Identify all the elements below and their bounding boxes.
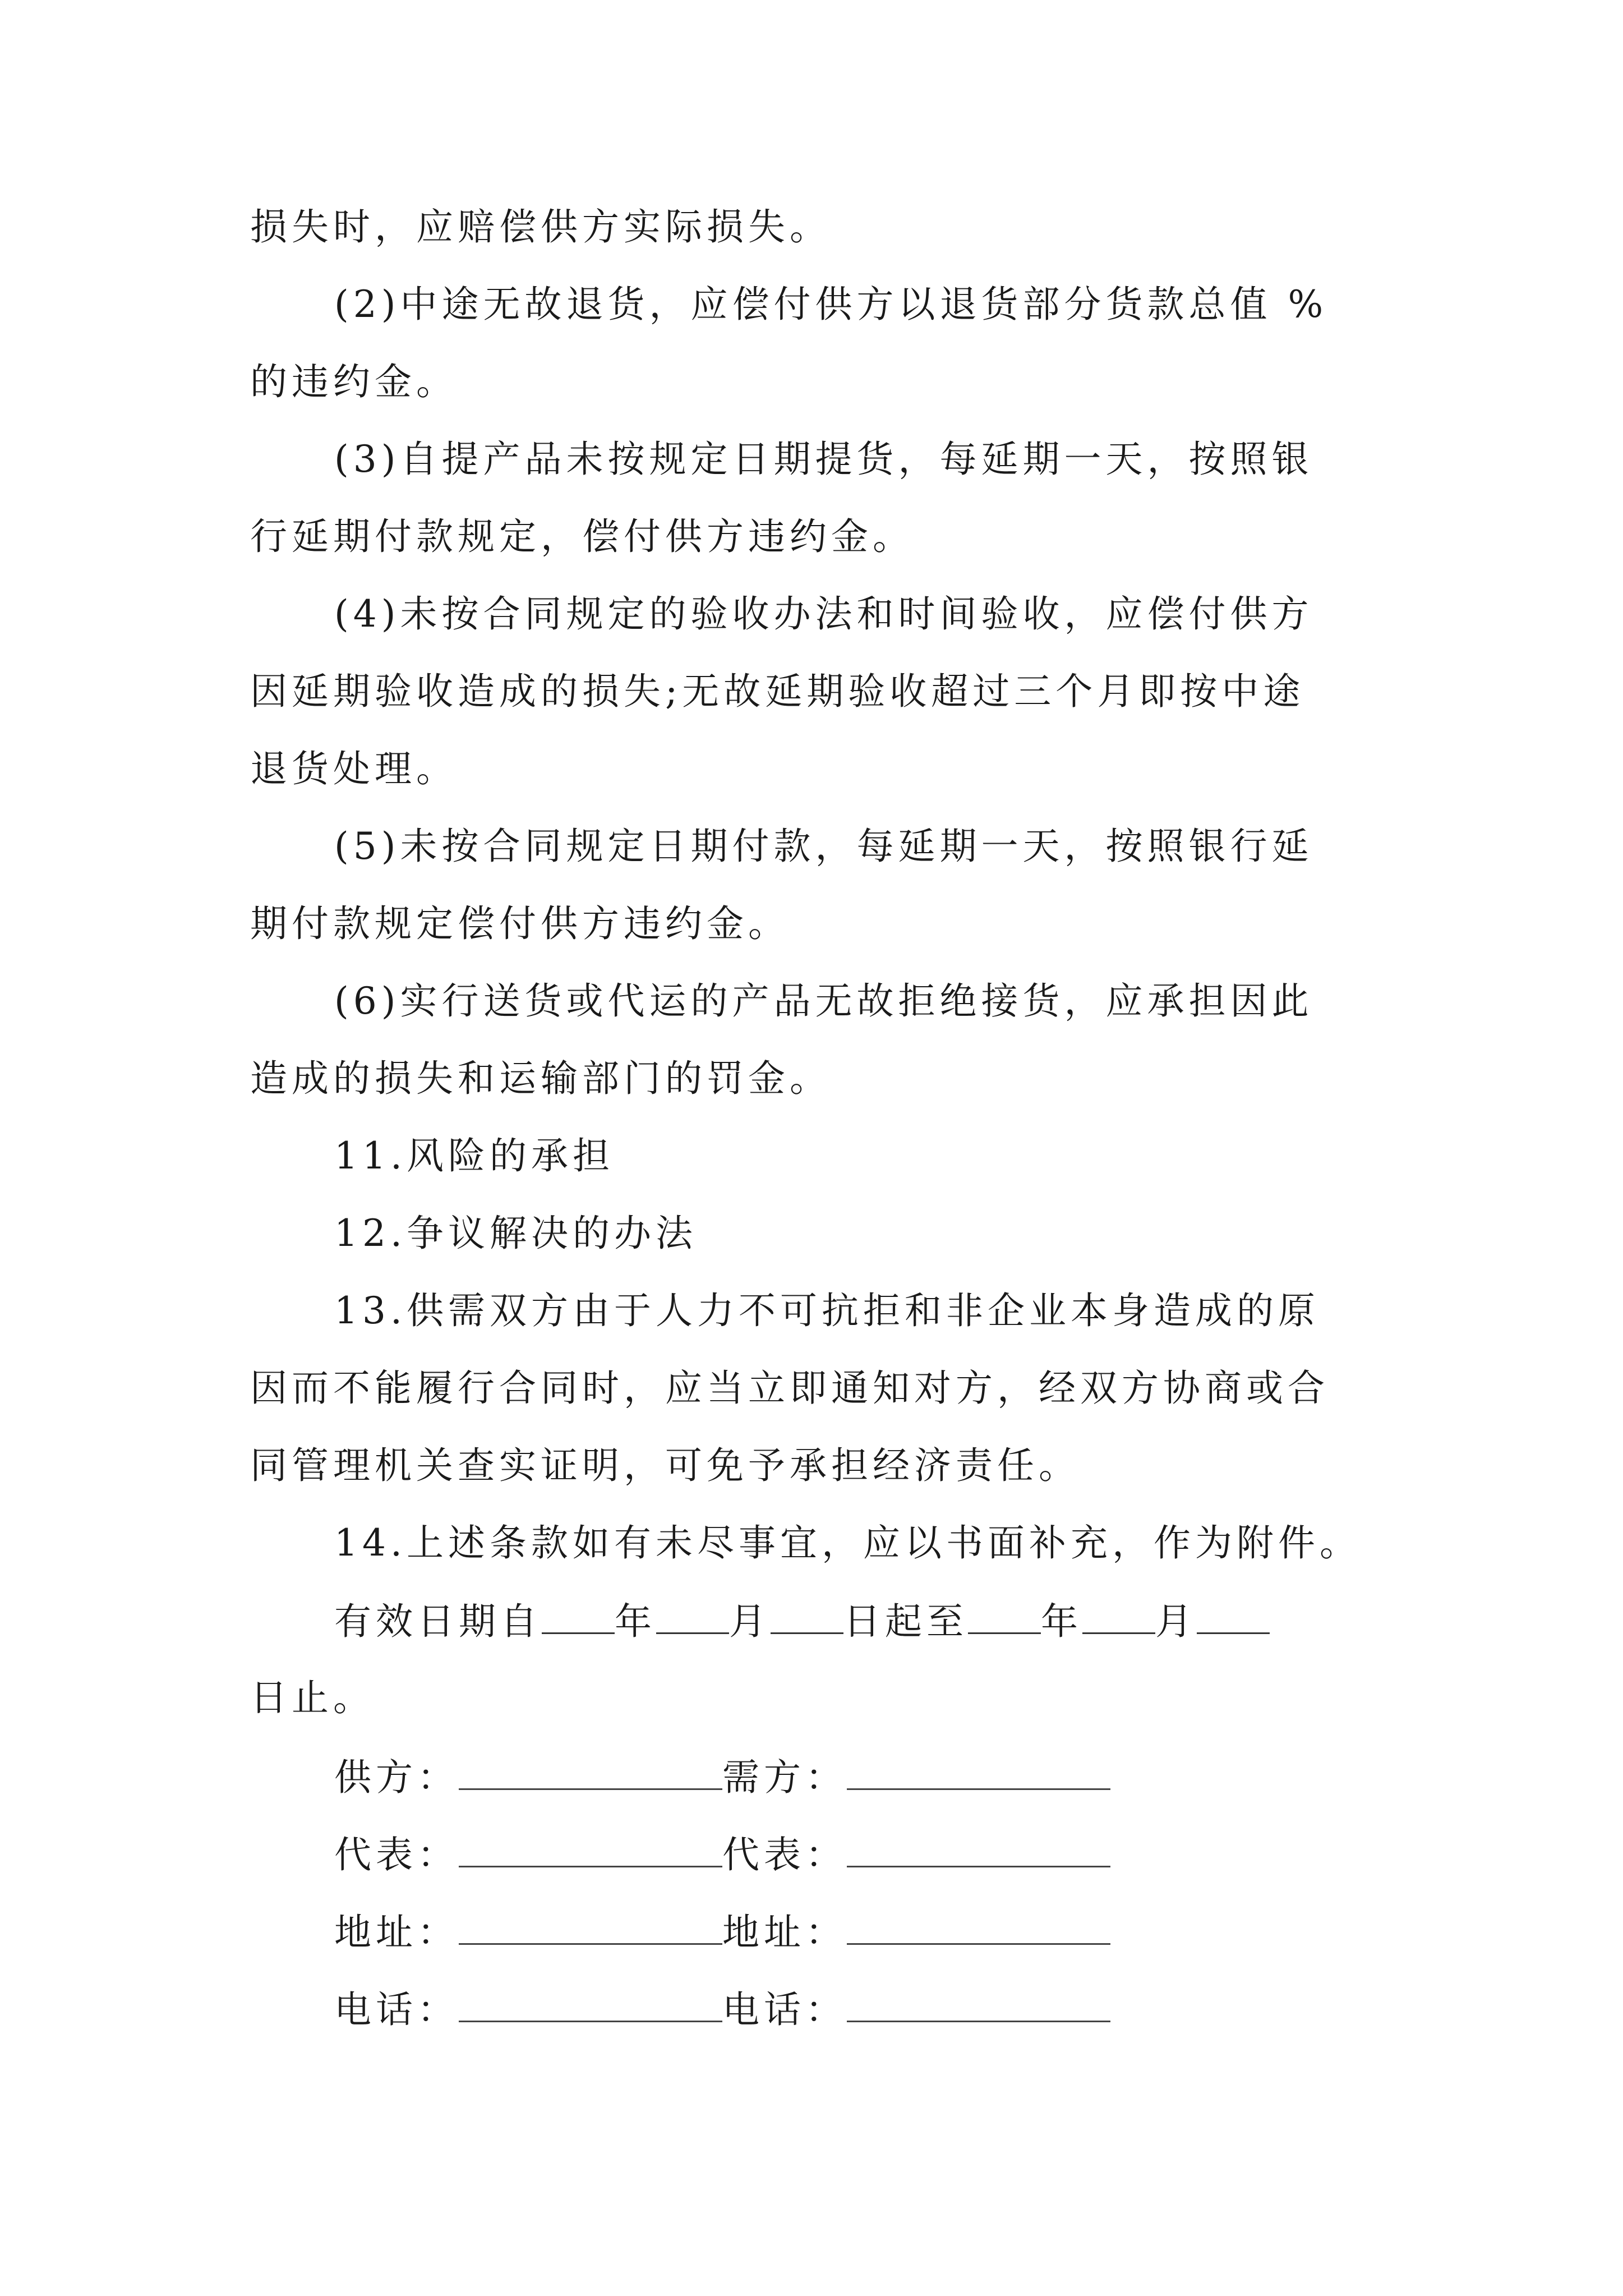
signature-row-1 (250, 1756, 1394, 1799)
signature-row-2 (250, 1833, 1394, 1876)
para-4: (3)自提产品未按规定日期提货，每延期一天，按照银 (334, 438, 1313, 481)
para-2: (2)中途无故退货，应偿付供方以退货部分货款总值 % (334, 283, 1328, 326)
para-9: (5)未按合同规定日期付款，每延期一天，按照银行延 (334, 825, 1313, 868)
supplier-label: 供方： (334, 1756, 459, 1799)
para-18: 14.上述条款如有未尽事宜，应以书面补充，作为附件。 (334, 1521, 1361, 1565)
validity-day1: 日起至 (843, 1600, 968, 1643)
blank-year-start[interactable] (542, 1601, 615, 1634)
para-10: 期付款规定偿付供方违约金。 (250, 902, 790, 945)
buyer-label: 需方： (722, 1756, 847, 1799)
para-1: 损失时，应赔偿供方实际损失。 (250, 205, 831, 249)
para-17: 同管理机关查实证明，可免予承担经济责任。 (250, 1444, 1080, 1487)
supplier-field[interactable] (459, 1756, 722, 1790)
validity-year2: 年 (1041, 1600, 1082, 1643)
para-8: 退货处理。 (250, 747, 458, 790)
blank-year-end[interactable] (968, 1601, 1041, 1634)
validity-line (250, 1600, 1394, 1643)
buyer-field[interactable] (847, 1756, 1110, 1790)
blank-day-end[interactable] (1197, 1601, 1270, 1634)
buyer-address-label: 地址： (722, 1911, 847, 1954)
para-7: 因延期验收造成的损失;无故延期验收超过三个月即按中途 (250, 670, 1305, 713)
validity-month1: 月 (729, 1600, 771, 1643)
supplier-address-label: 地址： (334, 1911, 459, 1954)
para-11: (6)实行送货或代运的产品无故拒绝接货，应承担因此 (334, 979, 1313, 1023)
supplier-rep-field[interactable] (459, 1833, 722, 1867)
para-6: (4)未按合同规定的验收办法和时间验收，应偿付供方 (334, 592, 1313, 636)
document-page (250, 205, 1394, 2065)
para-3: 的违约金。 (250, 360, 458, 403)
blank-day-start[interactable] (771, 1601, 843, 1634)
para-15: 13.供需双方由于人力不可抗拒和非企业本身造成的原 (334, 1289, 1320, 1332)
buyer-rep-field[interactable] (847, 1833, 1110, 1867)
para-5: 行延期付款规定，偿付供方违约金。 (250, 515, 914, 558)
validity-year1: 年 (615, 1600, 656, 1643)
para-14: 12.争议解决的办法 (334, 1212, 697, 1255)
supplier-phone-field[interactable] (459, 1988, 722, 2022)
validity-prefix: 有效日期自 (334, 1600, 542, 1643)
buyer-address-field[interactable] (847, 1911, 1110, 1945)
supplier-address-field[interactable] (459, 1911, 722, 1945)
para-12: 造成的损失和运输部门的罚金。 (250, 1057, 831, 1100)
para-16: 因而不能履行合同时，应当立即通知对方，经双方协商或合 (250, 1366, 1329, 1410)
buyer-phone-label: 电话： (722, 1988, 847, 2031)
buyer-rep-label: 代表： (722, 1833, 847, 1876)
blank-month-end[interactable] (1082, 1601, 1155, 1634)
supplier-rep-label: 代表： (334, 1833, 459, 1876)
buyer-phone-field[interactable] (847, 1988, 1110, 2022)
supplier-phone-label: 电话： (334, 1988, 459, 2031)
signature-row-4 (250, 1988, 1394, 2031)
validity-end: 日止。 (250, 1676, 375, 1719)
blank-month-start[interactable] (656, 1601, 729, 1634)
validity-month2: 月 (1155, 1600, 1197, 1643)
para-13: 11.风险的承担 (334, 1134, 614, 1177)
signature-row-3 (250, 1911, 1394, 1954)
